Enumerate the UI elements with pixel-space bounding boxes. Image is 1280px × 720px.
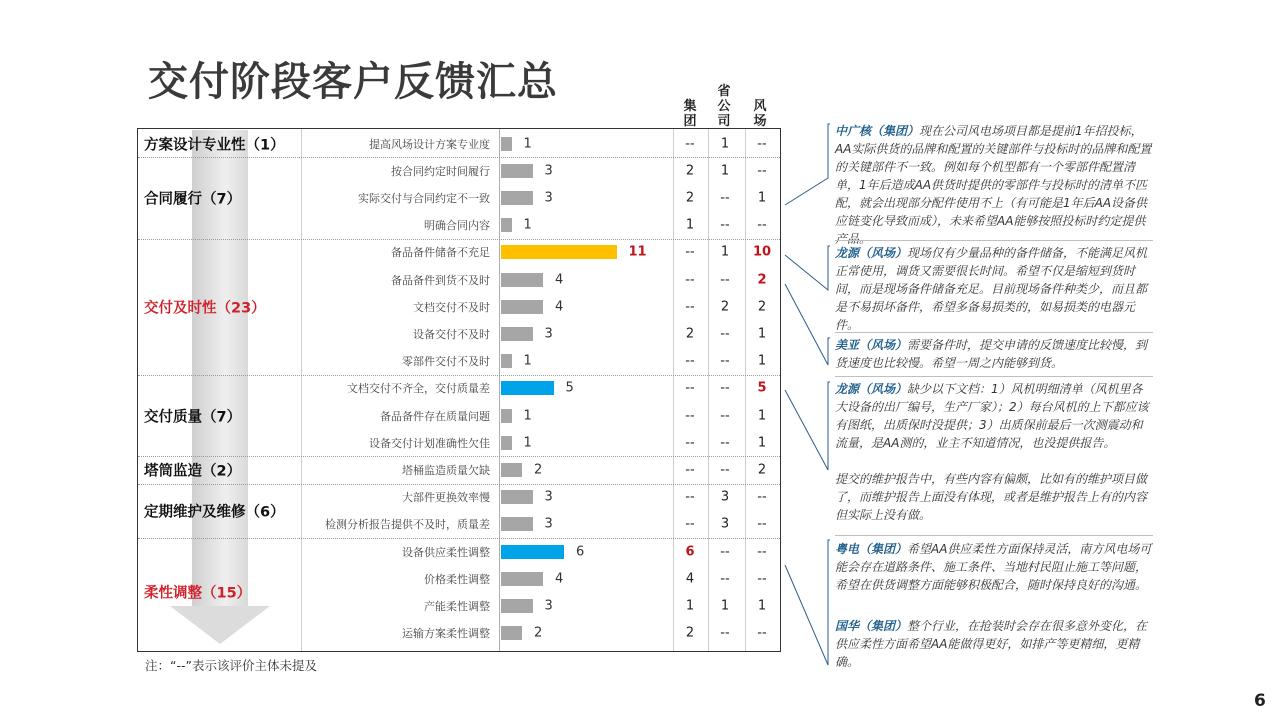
feedback-entry (835, 470, 1153, 524)
mention-count-cell: 1 (720, 244, 730, 260)
bar-value-label: 2 (534, 462, 543, 478)
bar-value-label: 3 (544, 489, 553, 505)
mention-count-cell: 1 (720, 598, 730, 614)
feedback-company: 中广核（集团） (835, 124, 920, 138)
mention-count-cell: -- (720, 190, 730, 206)
item-label: 备品备件存在质量问题 (380, 409, 490, 423)
mention-count-cell: 3 (720, 489, 730, 505)
bar-value-label: 1 (523, 435, 532, 451)
bar-value-label: 1 (523, 353, 532, 369)
category-label: 交付质量（7） (144, 409, 242, 426)
item-label: 产能柔性调整 (424, 600, 490, 613)
mention-count-cell: 1 (685, 217, 695, 233)
mention-count-cell: -- (757, 136, 767, 152)
feedback-company: 粤电（集团） (835, 542, 908, 556)
bar-value-label: 3 (544, 326, 553, 342)
bar-value-label: 3 (544, 516, 553, 532)
feedback-text: 整个行业，在抢装时会存在很多意外变化，在供应柔性方面希望AA能做得更好，如排产等更精细，更精确。 (835, 619, 1148, 669)
page-number: 6 (1254, 691, 1266, 711)
item-label: 备品备件储备不充足 (391, 246, 490, 260)
mention-count-cell: -- (685, 516, 695, 532)
mention-count-cell: -- (757, 489, 767, 505)
mention-count-cell: -- (685, 489, 695, 505)
column-header-windfarm: 风 场 (753, 99, 767, 129)
mention-count-cell: -- (757, 516, 767, 532)
item-label: 零部件交付不及时 (402, 355, 490, 369)
feedback-text: 需要备件时，提交申请的反馈速度比较慢，到货速度也比较慢。希望一周之内能够到货。 (835, 338, 1148, 370)
bar-value-label: 4 (555, 299, 564, 315)
item-label: 按合同约定时间履行 (391, 164, 490, 178)
mention-count-cell: -- (685, 272, 695, 288)
mention-count-cell: 1 (757, 326, 767, 342)
mention-count-cell: -- (720, 435, 730, 451)
feedback-text: 希望AA供应柔性方面保持灵活，南方风电场可能会存在道路条件、施工条件、当地村民阻止施工等问题，希望在供货调整方面能够积极配合，随时保持良好的沟通。 (835, 542, 1152, 592)
mention-count-cell: -- (757, 571, 767, 587)
mention-count-cell: 1 (757, 190, 767, 206)
feedback-separator (835, 376, 1153, 377)
mention-count-cell: 1 (757, 598, 767, 614)
mention-count-cell: -- (757, 217, 767, 233)
mention-count-cell: 5 (757, 380, 767, 396)
bar-value-label: 3 (544, 190, 553, 206)
item-label: 文档交付不及时 (413, 300, 490, 314)
feedback-entry (835, 336, 1153, 372)
feedback-company: 国华（集团） (835, 619, 908, 633)
bar-value-label: 1 (523, 136, 532, 152)
item-label: 设备供应柔性调整 (402, 545, 490, 559)
mention-count-cell: -- (685, 435, 695, 451)
bar-value-label: 2 (534, 625, 543, 641)
item-label: 大部件更换效率慢 (402, 491, 490, 505)
feedback-entry (835, 122, 1153, 248)
mention-count-cell: -- (720, 217, 730, 233)
mention-count-cell: -- (720, 380, 730, 396)
mention-count-cell: -- (720, 272, 730, 288)
feedback-text: 现场仅有少量品种的备件储备，不能满足风机正常使用，调货又需要很长时间。希望不仅是缩短到货时间，而是现场备件储备充足。目前现场备件种类少，而且都是不易损坏备件，希望多备易损类的，如易损类的电器元件。 (835, 246, 1148, 332)
bar-value-label: 11 (628, 244, 647, 260)
feedback-company: 龙源（风场） (835, 382, 908, 396)
feedback-entry (835, 617, 1153, 671)
mention-count-cell: -- (720, 326, 730, 342)
mention-count-cell: -- (685, 299, 695, 315)
bar-value-label: 5 (565, 380, 574, 396)
item-label: 设备交付计划准确性欠佳 (369, 436, 490, 450)
mention-count-cell: -- (720, 462, 730, 478)
mention-count-cell: 2 (757, 462, 767, 478)
category-label: 柔性调整（15） (144, 585, 252, 602)
mention-count-cell: 3 (720, 516, 730, 532)
bar-value-label: 4 (555, 571, 564, 587)
mention-count-cell: -- (757, 625, 767, 641)
mention-count-cell: -- (685, 353, 695, 369)
mention-count-cell: -- (685, 136, 695, 152)
feedback-entry (835, 380, 1153, 452)
bar-value-label: 4 (555, 272, 564, 288)
mention-count-cell: -- (720, 353, 730, 369)
mention-count-cell: -- (757, 163, 767, 179)
item-label: 价格柔性调整 (424, 572, 490, 586)
mention-count-cell: -- (720, 544, 730, 560)
mention-count-cell: 2 (685, 326, 695, 342)
mention-count-cell: 2 (757, 272, 767, 288)
category-label: 合同履行（7） (144, 191, 242, 208)
feedback-separator (835, 240, 1153, 241)
bar-value-label: 1 (523, 408, 532, 424)
mention-count-cell: 1 (720, 136, 730, 152)
bar-value-label: 3 (544, 598, 553, 614)
item-label: 设备交付不及时 (413, 328, 490, 341)
category-label: 交付及时性（23） (144, 300, 266, 317)
mention-count-cell: 6 (685, 544, 695, 560)
feedback-company: 龙源（风场） (835, 246, 908, 260)
bar-value-label: 3 (544, 163, 553, 179)
item-label: 运输方案柔性调整 (402, 627, 490, 641)
feedback-separator (835, 535, 1153, 536)
item-label: 塔桶监造质量欠缺 (402, 464, 490, 477)
item-label: 提高风场设计方案专业度 (369, 137, 490, 151)
page-title: 交付阶段客户反馈汇总 (148, 59, 558, 105)
mention-count-cell: -- (720, 408, 730, 424)
mention-count-cell: 2 (685, 190, 695, 206)
mention-count-cell: -- (685, 408, 695, 424)
feedback-entry (835, 540, 1153, 594)
mention-count-cell: 1 (720, 163, 730, 179)
bar-value-label: 1 (523, 217, 532, 233)
mention-count-cell: 1 (757, 408, 767, 424)
feedback-text: 现在公司风电场项目都是提前1年招投标，AA实际供货的品牌和配置的关键部件与投标时的品牌和配置的关键部件不一致。例如每个机型都有一个零部件配置清单，1年后造成AA供货时提供的零部件与投标时的清单不匹配，就会出现部分配件使用不上（有可能是1年后AA设备供应链变化导致而成），未来希望AA能够按照投标时约定提供产品。 (835, 124, 1152, 246)
item-label: 明确合同内容 (424, 219, 490, 233)
mention-count-cell: 2 (720, 299, 730, 315)
item-label: 检测分析报告提供不及时，质量差 (325, 518, 490, 532)
mention-count-cell: 4 (685, 571, 695, 587)
column-header-group: 集 团 (683, 99, 697, 129)
column-header-province: 省 公 司 (717, 84, 731, 129)
category-label: 塔筒监造（2） (144, 463, 242, 480)
item-label: 实际交付与合同约定不一致 (358, 192, 490, 205)
feedback-company: 美亚（风场） (835, 338, 908, 352)
feedback-entry (835, 244, 1153, 334)
mention-count-cell: -- (720, 571, 730, 587)
mention-count-cell: -- (757, 544, 767, 560)
feedback-text: 缺少以下文档：1）风机明细清单（风机里各大设备的出厂编号，生产厂家）；2）每台风机的上下都应该有图纸，出质保时没提供；3）出质保前最后一次测震动和流量，是AA测的，业主不知道情况，也没提供报告。 (835, 382, 1149, 450)
mention-count-cell: 2 (685, 625, 695, 641)
mention-count-cell: 10 (752, 244, 772, 260)
item-label: 文档交付不齐全，交付质量差 (347, 382, 490, 396)
mention-count-cell: 1 (757, 435, 767, 451)
mention-count-cell: -- (685, 462, 695, 478)
category-label: 定期维护及维修（6） (144, 504, 285, 521)
mention-count-cell: 2 (757, 299, 767, 315)
mention-count-cell: 2 (685, 163, 695, 179)
item-label: 备品备件到货不及时 (391, 273, 490, 287)
footnote: 注：“--”表示该评价主体未提及 (145, 658, 317, 673)
bar-value-label: 6 (576, 544, 585, 560)
mention-count-cell: -- (685, 244, 695, 260)
mention-count-cell: -- (720, 625, 730, 641)
feedback-separator (835, 332, 1153, 333)
mention-count-cell: -- (685, 380, 695, 396)
mention-count-cell: 1 (685, 598, 695, 614)
category-label: 方案设计专业性（1） (144, 137, 285, 154)
feedback-text: 提交的维护报告中，有些内容有偏颇，比如有的维护项目做了，而维护报告上面没有体现，或者是维护报告上有的内容但实际上没有做。 (835, 472, 1148, 522)
mention-count-cell: 1 (757, 353, 767, 369)
